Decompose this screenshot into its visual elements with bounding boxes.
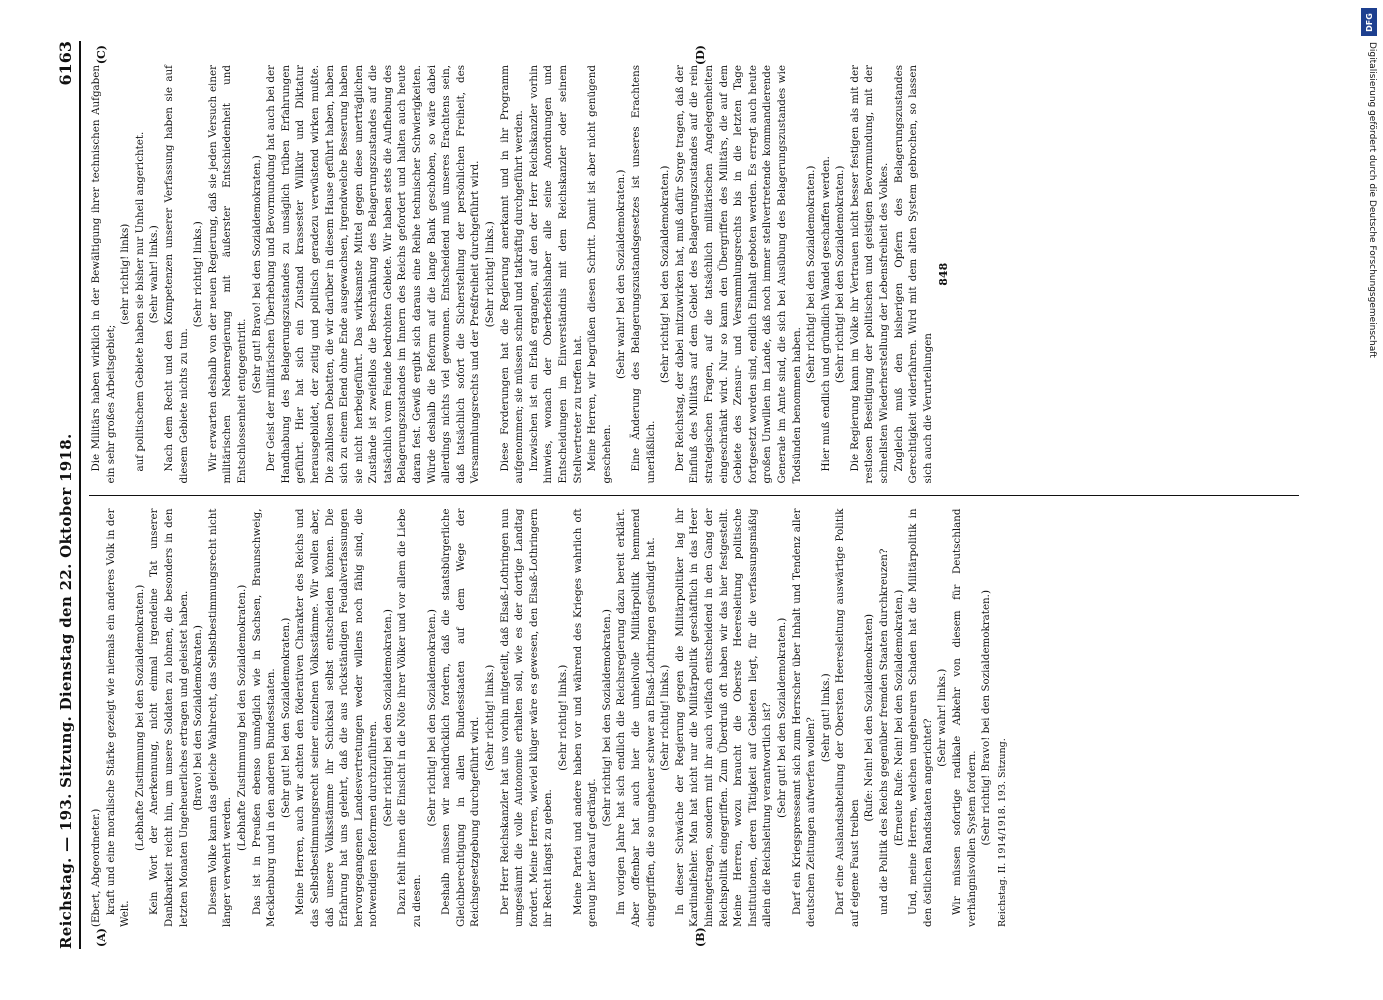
interjection: (Sehr wahr! links.) — [148, 225, 161, 324]
columns — [89, 41, 1299, 949]
interjection: (sehr richtig! links) — [119, 223, 132, 325]
interjection: (Sehr richtig! bei den Sozialdemokraten.) — [805, 165, 818, 383]
interjection: (Sehr richtig! links.) — [659, 664, 672, 771]
paragraph: Eine Änderung des Belagerungszustandsgesetzes ist unseres Erachtens unerläßlich. — [629, 65, 657, 484]
running-title: Reichstag. — 193. Sitzung. Dienstag den 22. Oktober 1918. — [57, 433, 75, 949]
paragraph: Inzwischen ist ein Erlaß ergangen, auf den der Herr Reichskanzler vorhin hinwies, wonach der Oberbefehlshaber alle seine Anordnungen und Entscheidungen im Einverständnis mit dem Reichskanzler oder seinem Stellvertreter zu treffen hat. — [527, 65, 584, 484]
paragraph: Der Herr Reichskanzler hat uns vorhin mitgeteilt, daß Elsaß-Lothringen nun umgesäumt die volle Autonomie erhalten soll, wie es der dortige Landtag fordert. Meine Herren, wieviel klüger wäre es gewesen, den Elsaß-Lothringern ihr Recht längst zu geben. — [498, 508, 555, 927]
interjection: (Sehr richtig! links.) — [192, 221, 205, 328]
interjection: (Sehr richtig! bei den Sozialdemokraten.) — [381, 609, 394, 827]
interjection: (Erneute Rufe: Nein! bei den Sozialdemokraten.) — [892, 589, 905, 846]
paragraph: Zugleich muß den bisherigen Opfern des Belagerungszustandes Gerechtigkeit widerfahren. Wird mit dem alten System gebrochen, so lassen sich auch die Verurteilungen — [892, 65, 934, 484]
interjection: (Lebhafte Zustimmung bei den Sozialdemokraten.) — [235, 584, 248, 851]
right-column-text — [89, 65, 935, 484]
interjection: (Sehr richtig! links.) — [484, 664, 497, 771]
paragraph: Und, meine Herren, welchen ungeheuren Schaden hat die Militärpolitik in den östlichen Randstaaten angerichtet? — [907, 508, 934, 927]
paragraph: Wir müssen sofortige radikale Abkehr von diesem für Deutschland verhängnisvollen System fordern. — [951, 508, 978, 927]
interjection: (Sehr richtig! bei den Sozialdemokraten.) — [600, 609, 613, 827]
paragraph: Das ist in Preußen ebenso unmöglich wie in Sachsen, Braunschweig, Mecklenburg und in den anderen Bundesstaaten. — [250, 508, 278, 927]
interjection: (Bravo! bei den Sozialdemokraten.) — [192, 625, 205, 811]
paragraph: Dazu fehlt ihnen die Einsicht in die Nöte ihrer Völker und vor allem die Liebe zu diesen. — [396, 508, 424, 927]
paragraph: Meine Herren, wir begrüßen diesen Schritt. Damit ist aber nicht genügend geschehen. — [586, 65, 613, 484]
interjection: (Sehr richtig! bei den Sozialdemokraten.) — [659, 165, 672, 383]
page-number: 6163 — [56, 41, 75, 86]
paragraph: Der Geist der militärischen Überhebung und Bevormundung hat auch bei der Handhabung des Belagerungszustandes zu unsäglich trüben Erfahrungen geführt. Hier hat sich ein Zustand krassester Willkür und Diktatur herausgebildet, der zeitig und politisch geradezu verwüstend wirken mußte. Die zahllosen Debatten, die wir darüber in diesem Hause geführt haben, haben sich zu einem Elend ohne Ende ausgewachsen, irgendwelche Besserung haben sie nicht herbeigeführt. Das wirksamste Mittel gegen diese unerträglichen Zustände ist zweifellos die Beschränkung des Belagerungszustandes auf die tatsächlich vom Feinde bedrohten Gebiete. Wir haben stets die Aufhebung des Belagerungszustandes im Innern des Reichs gefordert und halten auch heute daran fest. Gewiß ergibt sich daraus eine Reihe technischer Schwierigkeiten. Würde deshalb die Reform auf die lange Bank geschoben, so wäre dabei allerdings nichts viel gewonnen. Entscheidend muß unseres Erachtens sein, daß tatsächlich sofort die Sicherstellung der persönlichen Freiheit, des Versammlungsrechts und der Preßfreiheit durchgeführt wird. — [265, 65, 482, 484]
funding-credit-text: Digitalisierung gefördert durch die Deutsche Forschungsgemeinschaft — [1367, 42, 1377, 358]
paragraph: und die Politik des Reichs gegenüber fremden Staaten durchkreuzen? — [878, 548, 891, 915]
interjection: (Lebhafte Zustimmung bei den Sozialdemokraten.) — [133, 584, 146, 851]
paragraph: Meine Herren, auch wir achten den föderativen Charakter des Reichs und das Selbstbestimmungsrecht seiner einzelnen Volksstämme. Wir wollen aber, daß unsere Volksstämme ihr Schicksal selbst entscheiden können. Die Erfahrung hat uns gelehrt, daß die aus rückständigen Feudalverfassungen hervorgegangenen Landesvertretungen weder willens noch fähig sind, die notwendigen Reformen durchzuführen. — [294, 508, 380, 927]
interjection: (Sehr gut! bei den Sozialdemokraten.) — [775, 617, 788, 818]
interjection: (Sehr gut! Bravo! bei den Sozialdemokraten.) — [250, 155, 263, 394]
interjection: (Sehr richtig! bei den Sozialdemokraten.) — [425, 609, 438, 827]
paragraph: Der Reichstag, der dabei mitzuwirken hat, muß dafür Sorge tragen, daß der Einfluß des Militärs auf dem Gebiet des Belagerungszustandes auf die rein strategischen Fragen, auf die tatsächlich militärischen Angelegenheiten eingeschränkt wird. Nur so kann den Übergriffen des Militärs, die auf dem Gebiete des Zensur- und Versammlungsrechts bis in die letzten Tage fortgesetzt worden sind, endlich Einhalt geboten werden. Es erregt auch heute großen Unwillen im Lande, daß noch immer stellvertretende kommandierende Generale im Amte sind, die sich bei Ausübung des Belagerungszustandes wie Todsünden benommen haben. — [673, 65, 803, 484]
margin-marker-a: (A) — [95, 928, 108, 947]
right-column — [89, 41, 1299, 496]
paragraph: Die Militärs haben wirklich in der Bewältigung ihrer technischen Aufgaben ein sehr großes Arbeitsgebiet; — [90, 65, 117, 484]
paragraph: Deshalb müssen wir nachdrücklich fordern, daß die staatsbürgerliche Gleichberechtigung in allen Bundesstaaten auf dem Wege der Reichsgesetzgebung durchgeführt wird. — [440, 508, 482, 927]
paragraph: In dieser Schwäche der Regierung gegen die Militärpolitiker lag ihr Kardinalfehler. Man hat nicht nur die Militärpolitik geschäftlich in das Heer hineingetragen, sondern mit ihr auch vielfach entscheidend in den Gang der Reichspolitik eingegriffen. Zum Überdruß oft haben wir das hier festgestellt. Meine Herren, wozu braucht die Oberste Heeresleitung politische Institutionen, deren Tätigkeit auf Gebieten liegt, für die verfassungsmäßig allein die Reichsleitung verantwortlich ist? — [673, 508, 774, 927]
paragraph: Hier muß endlich und gründlich Wandel geschaffen werden. — [819, 156, 832, 472]
digitization-credit — [1361, 8, 1377, 608]
interjection: (Sehr gut! bei den Sozialdemokraten.) — [279, 617, 292, 818]
rotated-page — [46, 25, 1336, 965]
interjection: (Sehr richtig! bei den Sozialdemokraten.) — [834, 165, 847, 383]
interjection: (Rufe: Nein! bei den Sozialdemokraten) — [863, 613, 876, 822]
interjection: (Sehr richtig! Bravo! bei den Sozialdemokraten.) — [980, 590, 993, 846]
paragraph: Diese Forderungen hat die Regierung anerkannt und in ihr Programm aufgenommen; sie müssen schnell und tatkräftig durchgeführt werden. — [498, 65, 526, 484]
paragraph: Kein Wort der Anerkennung, nicht einmal irgendeine Tat unserer Dankbarkeit reicht hin, um unsere Soldaten zu lohnen, die besonders in den letzten Monaten Ungeheuerliches ertragen und geleistet haben. — [148, 508, 190, 927]
paragraph: Die Regierung kann im Volke ihr Vertrauen nicht besser festigen als mit der restlosen Beseitigung der politischen und geistigen Bevormundung, mit der schnellsten Wiederherstellung der Lebensfreiheit des Volkes. — [848, 65, 891, 484]
paragraph: Nach dem Recht und den Kompetenzen unserer Verfassung haben sie auf diesem Gebiete nichts zu tun. — [162, 65, 190, 484]
margin-marker-b: (B) — [694, 927, 707, 947]
paragraph: Darf eine Auslandsabteilung der Obersten Heeresleitung auswärtige Politik auf eigene Faust treiben — [834, 508, 861, 927]
left-column — [89, 497, 1299, 950]
dfg-logo: DFG — [1361, 8, 1377, 36]
interjection: (Sehr richtig! links.) — [557, 664, 569, 771]
margin-marker-d: (D) — [694, 45, 707, 65]
sheet-signature: 848 — [937, 262, 951, 286]
paragraph: Darf ein Kriegspresseamt sich zum Herrscher über Inhalt und Tendenz aller deutschen Zeitungen aufwerfen wollen? — [790, 508, 818, 927]
paragraph: Im vorigen Jahre hat sich endlich die Reichsregierung dazu bereit erklärt. Aber offenbar hat auch hier die unheilvolle Militärpolitik hemmend eingegriffen, die so ungeheuer schwer an Elsaß-Lothringen gesündigt hat. — [615, 508, 657, 927]
page-footer: Reichstag. II. 1914/1918. 193. Sitzung. — [996, 738, 1008, 927]
paragraph: Diesem Volke kann das gleiche Wahlrecht, das Selbstbestimmungsrecht nicht länger verwehrt werden. — [206, 508, 234, 927]
left-column-text — [104, 509, 994, 928]
speaker-label: (Ebert, Abgeordneter.) — [90, 808, 102, 927]
paragraph: Meine Partei und andere haben vor und während des Krieges wahrlich oft genug hier darauf gedrängt. — [571, 508, 599, 927]
paragraph: Wir erwarten deshalb von der neuen Regierung, daß sie jeden Versuch einer militärischen Nebenregierung mit äußerster Entschiedenheit und Entschlossenheit entgegentritt. — [206, 65, 248, 484]
interjection: (Sehr wahr! bei den Sozialdemokraten.) — [615, 169, 628, 379]
interjection: (Sehr gut! links.) — [819, 673, 832, 763]
margin-marker-c: (C) — [95, 45, 108, 65]
paragraph: kraft und eine moralische Stärke gezeigt wie niemals ein anderes Volk in der Welt. — [104, 508, 132, 927]
paragraph: auf politischem Gebiete haben sie bisher nur Unheil angerichtet. — [133, 131, 146, 472]
interjection: (Sehr richtig! links.) — [484, 221, 497, 328]
interjection: (Sehr wahr! links.) — [936, 668, 949, 767]
page-header — [56, 41, 81, 949]
